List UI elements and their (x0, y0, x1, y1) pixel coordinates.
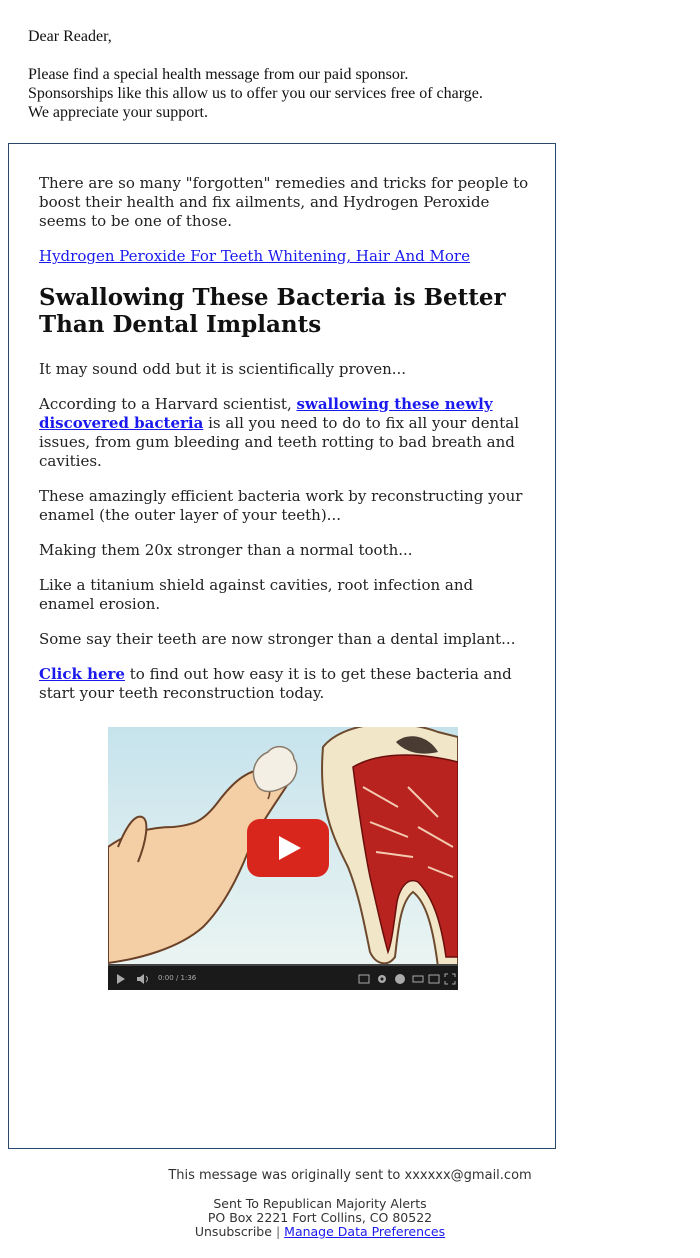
lead-paragraph: There are so many "forgotten" remedies and tricks for people to boost their health and fix ailments, and Hydrogen Peroxide seems to be one of those. (39, 174, 529, 230)
lead-link[interactable]: Hydrogen Peroxide For Teeth Whitening, Hair And More (39, 247, 470, 265)
video-controls-bar (108, 964, 458, 990)
intro-line: Sponsorships like this allow us to offer you our services free of charge. (28, 85, 483, 102)
postal-address: PO Box 2221 Fort Collins, CO 80522 (207, 1210, 433, 1225)
gear-icon[interactable] (376, 973, 388, 985)
paragraph: Some say their teeth are now stronger than a dental implant... (39, 630, 516, 648)
bacteria-link[interactable]: swallowing these newly discovered bacteria (39, 395, 493, 432)
sponsor-box (8, 143, 556, 1149)
play-icon[interactable] (247, 819, 329, 877)
intro-line: We appreciate your support. (28, 104, 208, 121)
small-player-icon[interactable] (412, 973, 424, 985)
youtube-icon[interactable] (394, 973, 406, 985)
video-thumbnail[interactable] (108, 727, 458, 990)
fullscreen-icon[interactable] (444, 973, 456, 985)
paragraph: These amazingly efficient bacteria work by reconstructing your enamel (the outer layer of your teeth)... (39, 487, 523, 524)
intro-message (28, 27, 588, 122)
paragraph: Like a titanium shield against cavities, root infection and enamel erosion. (39, 576, 474, 613)
captions-icon[interactable] (358, 973, 370, 985)
play-small-icon[interactable] (116, 973, 126, 985)
sent-to-notice: This message was originally sent to xxxxxx@gmail.com (168, 1168, 532, 1183)
text: According to a Harvard scientist, (39, 395, 297, 413)
footer-address (0, 1197, 670, 1239)
article-content (39, 174, 529, 719)
volume-icon[interactable] (136, 973, 150, 985)
footer-links (0, 1225, 670, 1239)
paragraph-with-link (39, 395, 529, 471)
unsubscribe-link[interactable]: Unsubscribe (194, 1224, 272, 1239)
video-time: 0:00 / 1:36 (158, 974, 197, 982)
greeting: Dear Reader, (28, 28, 112, 45)
separator: | (275, 1224, 281, 1239)
cta-paragraph (39, 665, 529, 703)
text: is all you need to do to fix all your dental issues, from gum bleeding and teeth rotting to bad breath and cavities. (39, 414, 519, 470)
list-name: Sent To Republican Majority Alerts (213, 1196, 427, 1211)
text: to find out how easy it is to get these bacteria and start your teeth reconstruction today. (39, 665, 512, 702)
paragraph: It may sound odd but it is scientifically proven... (39, 360, 407, 378)
click-here-link[interactable]: Click here (39, 665, 125, 683)
large-player-icon[interactable] (428, 973, 440, 985)
headline: Swallowing These Bacteria is Better Than Dental Implants (39, 284, 506, 338)
intro-line: Please find a special health message from our paid sponsor. (28, 66, 409, 83)
manage-preferences-link[interactable]: Manage Data Preferences (284, 1224, 446, 1239)
paragraph: Making them 20x stronger than a normal tooth... (39, 541, 413, 559)
